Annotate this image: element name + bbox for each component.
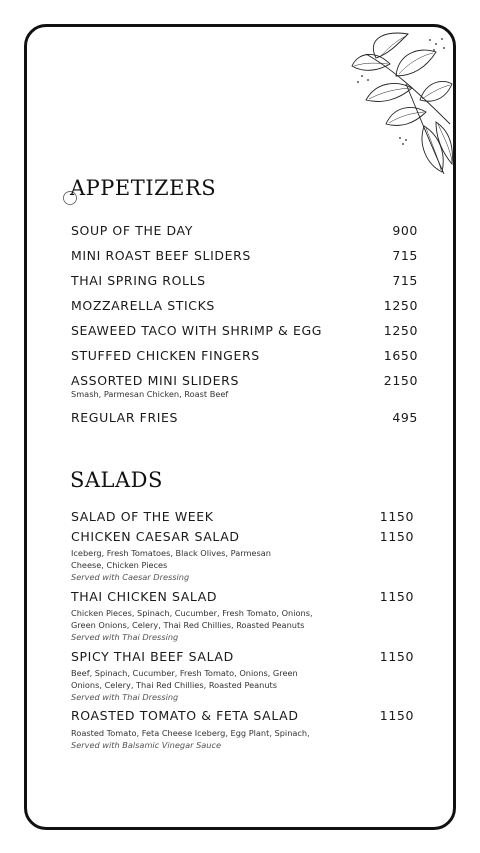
menu-item-name: SOUP OF THE DAY [71,223,193,238]
menu-item-name: ASSORTED MINI SLIDERS [71,373,239,388]
menu-item-name: SPICY THAI BEEF SALAD [71,649,234,664]
menu-item-description: Chicken Pieces, Spinach, Cucumber, Fresh Tomato, Onions, Green Onions, Celery, Thai Red Chillies, Roasted Peanuts Served with Thai Dressing [71,608,313,642]
menu-item-price: 1150 [379,589,414,604]
menu-item-price: 2150 [383,373,418,388]
menu-item-name: STUFFED CHICKEN FINGERS [71,348,260,363]
menu-item-name: SALAD OF THE WEEK [71,509,214,524]
menu-item-price: 715 [392,273,418,288]
menu-item-description: Beef, Spinach, Cucumber, Fresh Tomato, Onions, Green Onions, Celery, Thai Red Chillies, Roasted Peanuts Served with Thai Dressing [71,668,298,702]
salads-title: SALADS [70,468,163,492]
menu-item-price: 1150 [379,509,414,524]
menu-item-name: CHICKEN CAESAR SALAD [71,529,240,544]
menu-item-price: 1150 [379,708,414,723]
menu-item-price: 1250 [383,323,418,338]
menu-item-price: 715 [392,248,418,263]
menu-item-name: THAI SPRING ROLLS [71,273,206,288]
menu-item-description: Smash, Parmesan Chicken, Roast Beef [71,389,229,399]
menu-item-price: 495 [392,410,418,425]
menu-item-name: ROASTED TOMATO & FETA SALAD [71,708,299,723]
menu-item-price: 1250 [383,298,418,313]
menu-item-name: MINI ROAST BEEF SLIDERS [71,248,251,263]
menu-item-price: 1150 [379,529,414,544]
menu-item-price: 1150 [379,649,414,664]
menu-item-name: REGULAR FRIES [71,410,179,425]
menu-item-description: Roasted Tomato, Feta Cheese Iceberg, Egg Plant, Spinach, Served with Balsamic Vinegar Sauce [71,728,310,750]
menu-item-price: 1650 [383,348,418,363]
menu-item-price: 900 [392,223,418,238]
menu-item-name: THAI CHICKEN SALAD [71,589,218,604]
menu-item-name: MOZZARELLA STICKS [71,298,215,313]
menu-item-description: Iceberg, Fresh Tomatoes, Black Olives, Parmesan Cheese, Chicken Pieces Served with Caesar Dressing [71,548,271,582]
leaf-branch-icon [346,28,454,176]
appetizers-title: APPETIZERS [70,176,217,200]
menu-item-name: SEAWEED TACO WITH SHRIMP & EGG [71,323,323,338]
